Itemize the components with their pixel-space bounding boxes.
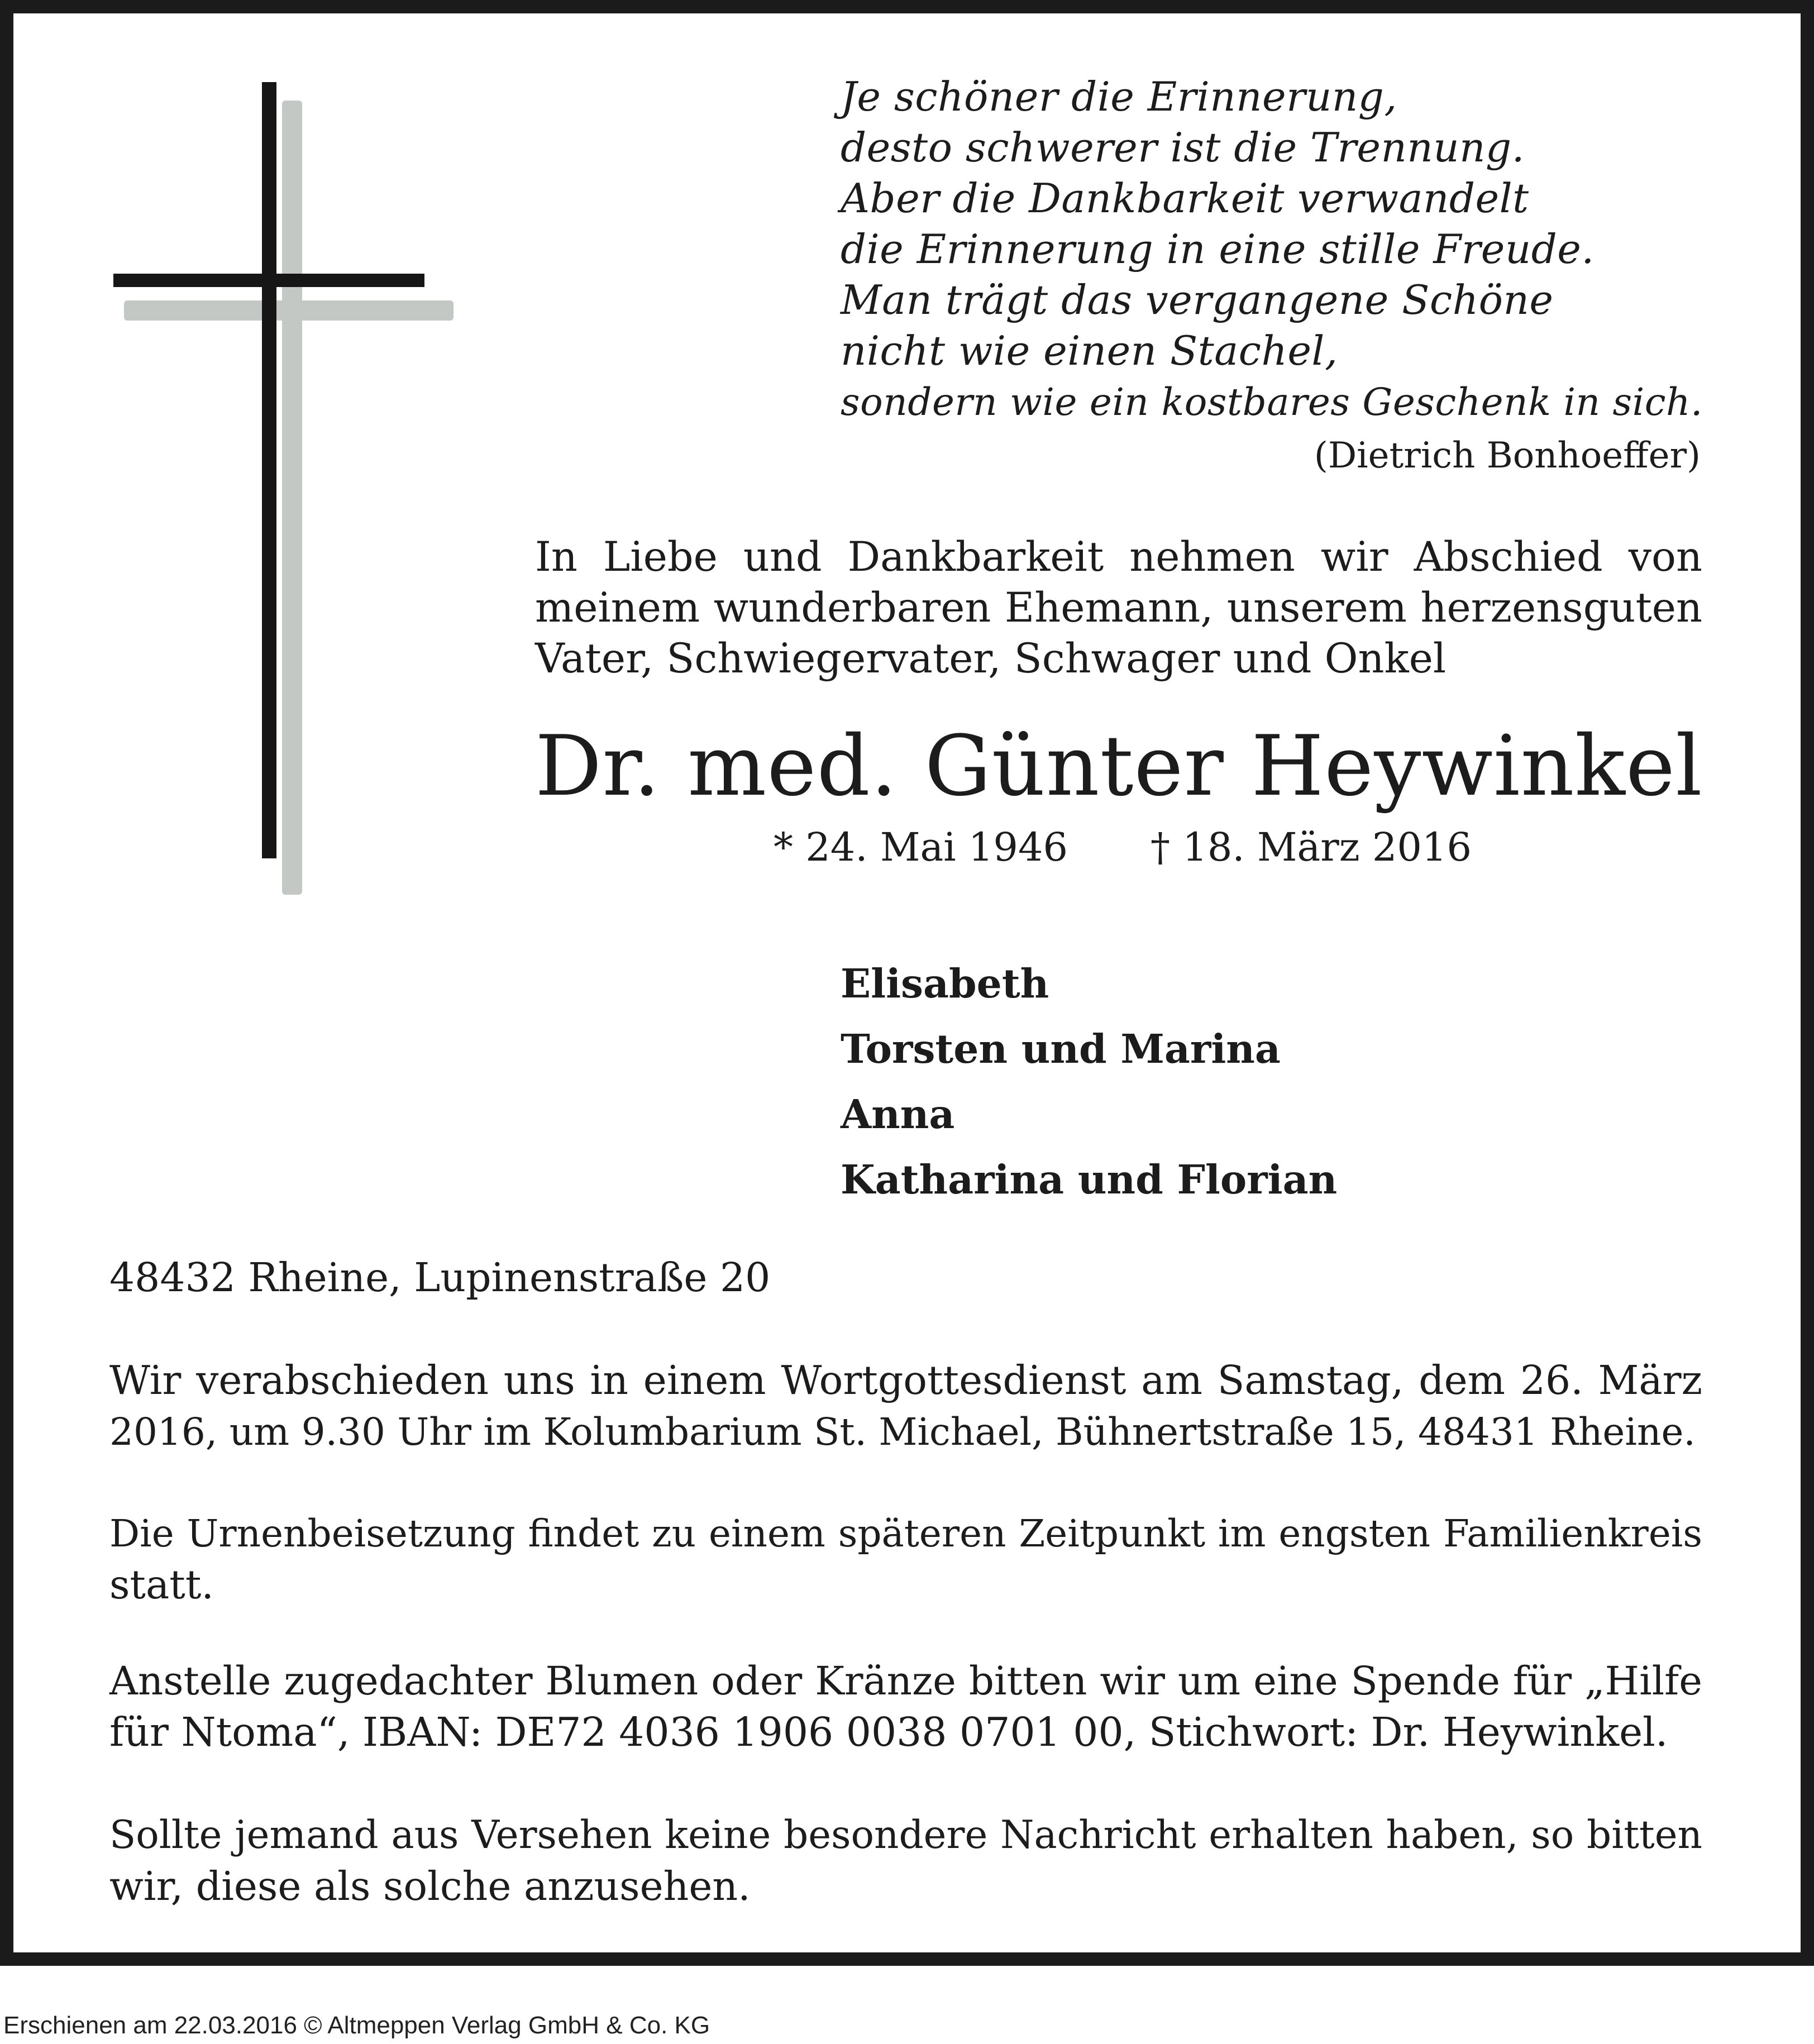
bonhoeffer-quote — [841, 71, 1706, 427]
paragraph-line: statt. — [109, 1561, 214, 1608]
quote-line: nicht wie einen Stachel, — [841, 327, 1338, 374]
quote-line: desto schwerer ist die Trennung. — [841, 124, 1525, 171]
quote-line: sondern wie ein kostbares Geschenk in sich. — [841, 380, 1703, 424]
family-member: Katharina und Florian — [841, 1156, 1338, 1203]
cross-horizontal — [113, 274, 424, 287]
family-member: Elisabeth — [841, 960, 1049, 1007]
intro-line: Vater, Schwiegervater, Schwager und Onkel — [535, 635, 1447, 682]
quote-author: (Dietrich Bonhoeffer) — [1314, 435, 1701, 476]
paragraph-line: wir, diese als solche anzusehen. — [109, 1863, 751, 1909]
burial-paragraph — [109, 1508, 1702, 1611]
birth-date: * 24. Mai 1946 — [774, 824, 1068, 870]
intro-text — [535, 532, 1702, 684]
death-date: † 18. März 2016 — [1151, 824, 1472, 870]
family-list — [841, 951, 1337, 1212]
paragraph-line: 2016, um 9.30 Uhr im Kolumbarium St. Michael, Bühnertstraße 15, 48431 Rheine. — [109, 1410, 1696, 1454]
family-address: 48432 Rheine, Lupinenstraße 20 — [109, 1254, 771, 1301]
paragraph-line: für Ntoma“, IBAN: DE72 4036 1906 0038 0701 00, Stichwort: Dr. Heywinkel. — [109, 1709, 1668, 1755]
intro-line: In Liebe und Dankbarkeit nehmen wir Abschied von — [535, 533, 1702, 581]
quote-line: die Erinnerung in eine stille Freude. — [841, 226, 1595, 273]
cross-shadow-horizontal — [124, 300, 454, 321]
donation-paragraph — [109, 1655, 1702, 1758]
quote-line: Je schöner die Erinnerung, — [841, 73, 1397, 120]
family-member: Torsten und Marina — [841, 1025, 1281, 1072]
quote-line: Aber die Dankbarkeit verwandelt — [841, 175, 1529, 222]
paragraph-line: Die Urnenbeisetzung findet zu einem späteren Zeitpunkt im engsten Familienkreis — [109, 1511, 1702, 1555]
life-dates — [774, 823, 1472, 872]
intro-line: meinem wunderbaren Ehemann, unserem herzensguten — [535, 584, 1702, 632]
cross-shadow-vertical — [282, 101, 302, 895]
paragraph-line: Anstelle zugedachter Blumen oder Kränze bitten wir um eine Spende für „Hilfe — [109, 1658, 1702, 1704]
publication-footer: Erschienen am 22.03.2016 © Altmeppen Verlag GmbH & Co. KG — [3, 2012, 710, 2039]
quote-line: Man trägt das vergangene Schöne — [841, 276, 1554, 323]
paragraph-line: Wir verabschieden uns in einem Wortgottesdienst am Samstag, dem 26. März — [109, 1357, 1702, 1403]
service-paragraph — [109, 1355, 1702, 1458]
notice-paragraph — [109, 1809, 1702, 1912]
paragraph-line: Sollte jemand aus Versehen keine besondere Nachricht erhalten haben, so bitten — [109, 1813, 1702, 1857]
deceased-name: Dr. med. Günter Heywinkel — [535, 718, 1703, 815]
family-member: Anna — [841, 1091, 955, 1138]
cross-vertical — [262, 82, 276, 858]
